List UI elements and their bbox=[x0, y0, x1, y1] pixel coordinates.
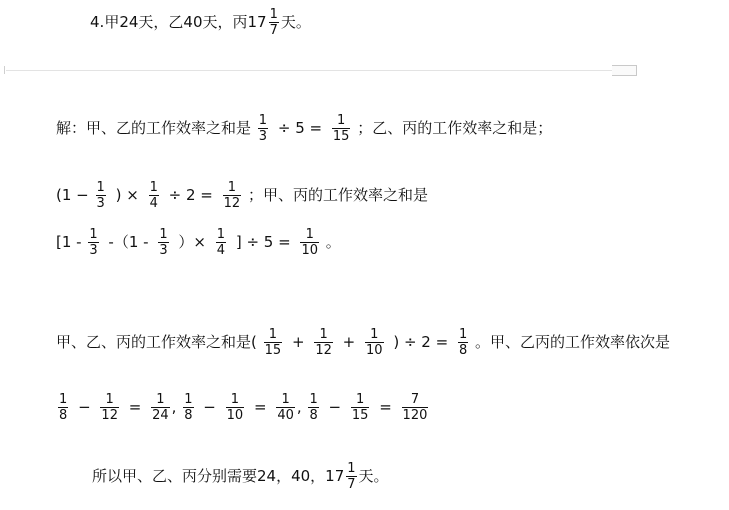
operator: ] ÷ 5 = bbox=[235, 233, 291, 251]
fraction: $\frac{1}{8}$ bbox=[458, 327, 468, 358]
fraction: $\frac{1}{4}$ bbox=[149, 180, 158, 211]
text: 。 bbox=[325, 233, 341, 251]
operator: + bbox=[291, 333, 305, 351]
operator: ）× bbox=[178, 233, 206, 251]
operator: − bbox=[328, 398, 342, 416]
operator: ÷ 2 = bbox=[168, 186, 213, 204]
operator: ) ÷ 2 = bbox=[393, 333, 449, 351]
operator: + bbox=[342, 333, 356, 351]
solution-line-2 bbox=[56, 181, 428, 210]
fraction: $\frac{1}{12}$ bbox=[101, 392, 118, 423]
fraction: $\frac{1}{10}$ bbox=[226, 392, 244, 423]
solution-line-5 bbox=[56, 393, 430, 422]
text: (1 − bbox=[56, 186, 89, 204]
text: ；甲、丙的工作效率之和是 bbox=[247, 186, 428, 204]
fraction: $\frac{1}{10}$ bbox=[366, 327, 383, 358]
fraction: $\frac{1}{3}$ bbox=[96, 180, 105, 211]
operator: = bbox=[253, 398, 267, 416]
fraction: $\frac{7}{120}$ bbox=[402, 392, 428, 423]
solution-line-1 bbox=[56, 114, 552, 143]
solution-line-6 bbox=[92, 462, 389, 491]
fraction: $\frac{1}{8}$ bbox=[59, 392, 68, 423]
fraction: $\frac{1}{40}$ bbox=[277, 392, 294, 423]
text: 所以甲、乙、丙分别需要24，40，17 bbox=[92, 467, 345, 485]
text: 天。 bbox=[358, 467, 389, 485]
text: 甲、乙、丙的工作效率之和是( bbox=[56, 333, 257, 351]
separator: , bbox=[171, 398, 177, 416]
question-text-end: 天。 bbox=[280, 13, 311, 31]
fraction: $\frac{1}{8}$ bbox=[184, 392, 193, 423]
fraction: $\frac{1}{15}$ bbox=[332, 113, 350, 144]
fraction: $\frac{1}{12}$ bbox=[223, 180, 241, 211]
fraction: $\frac{1}{24}$ bbox=[152, 392, 169, 423]
fraction: $\frac{1}{3}$ bbox=[89, 227, 98, 258]
operator: − bbox=[78, 398, 91, 416]
operator: = bbox=[379, 398, 392, 416]
fraction: $\frac{1}{7}$ bbox=[269, 7, 278, 38]
page-divider bbox=[6, 70, 636, 71]
fraction: $\frac{1}{10}$ bbox=[301, 227, 318, 258]
operator: ) × bbox=[115, 186, 139, 204]
separator: , bbox=[296, 398, 302, 416]
text: [1 - bbox=[56, 233, 82, 251]
question-text: 甲24天，乙40天，丙17 bbox=[104, 13, 267, 31]
fraction: $\frac{1}{4}$ bbox=[216, 227, 226, 258]
fraction: $\frac{1}{12}$ bbox=[315, 327, 332, 358]
operator: -（1 - bbox=[108, 233, 149, 251]
operator: ÷ 5 = bbox=[277, 119, 323, 137]
text: 解：甲、乙的工作效率之和是 bbox=[56, 119, 252, 137]
operator: = bbox=[128, 398, 142, 416]
fraction: $\frac{1}{3}$ bbox=[159, 227, 168, 258]
text: ；乙、丙的工作效率之和是； bbox=[357, 119, 553, 137]
page-break-marker bbox=[612, 65, 637, 76]
fraction: $\frac{1}{15}$ bbox=[351, 392, 369, 423]
text: 。甲、乙丙的工作效率依次是 bbox=[475, 333, 671, 351]
solution-line-3 bbox=[56, 228, 341, 257]
operator: − bbox=[203, 398, 216, 416]
ruler-tick bbox=[4, 66, 5, 74]
solution-line-4 bbox=[56, 328, 670, 357]
question-number: 4. bbox=[90, 13, 105, 31]
fraction: $\frac{1}{7}$ bbox=[347, 461, 356, 492]
fraction: $\frac{1}{15}$ bbox=[264, 327, 282, 358]
question-4-line bbox=[90, 8, 311, 37]
fraction: $\frac{1}{3}$ bbox=[258, 113, 268, 144]
fraction: $\frac{1}{8}$ bbox=[309, 392, 318, 423]
